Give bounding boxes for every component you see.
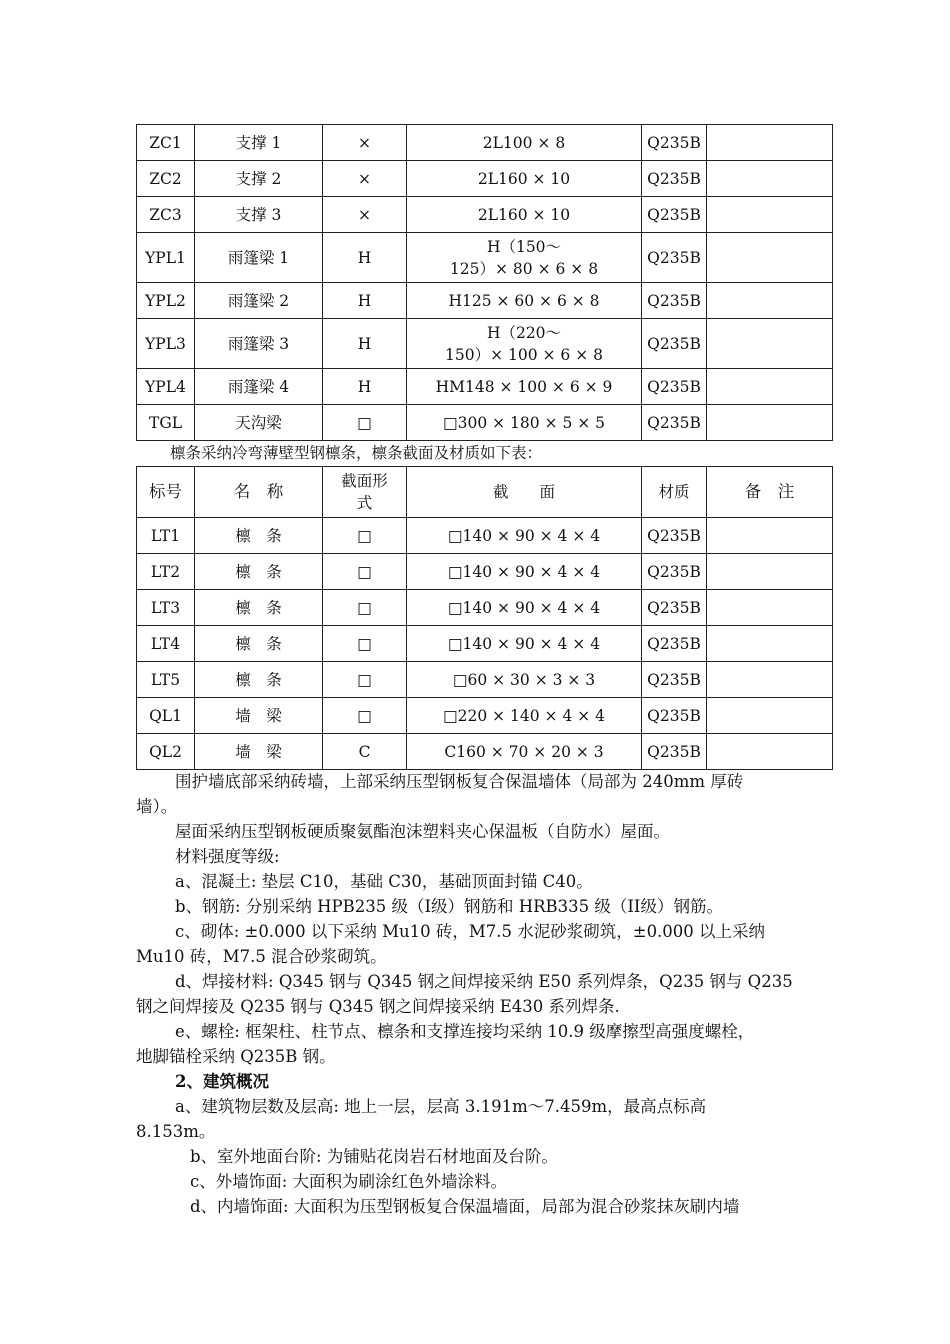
paragraph-welding-line-1: d、焊接材料: Q345 钢与 Q345 钢之间焊接采纳 E50 系列焊条，Q235 钢与 Q235 — [175, 972, 793, 991]
cell-code: QL1 — [137, 698, 195, 734]
cell-material: Q235B — [642, 554, 707, 590]
purlin-intro: 檩条采纳冷弯薄壁型钢檩条，檩条截面及材质如下表： — [170, 444, 543, 462]
cell-section: H125 × 60 × 6 × 8 — [407, 283, 642, 319]
cell-remark — [707, 590, 833, 626]
cell-section: C160 × 70 × 20 × 3 — [407, 734, 642, 770]
header-section: 截 面 — [407, 467, 642, 518]
paragraph-masonry-line-2: Mu10 砖，M7.5 混合砂浆砌筑。 — [136, 947, 387, 966]
cell-section-type: □ — [323, 626, 407, 662]
cell-code: LT2 — [137, 554, 195, 590]
cell-section: □140 × 90 × 4 × 4 — [407, 554, 642, 590]
cell-name: 支撑 2 — [195, 161, 323, 197]
cell-section-type: □ — [323, 662, 407, 698]
cell-material: Q235B — [642, 197, 707, 233]
header-material: 材质 — [642, 467, 707, 518]
cell-name: 天沟梁 — [195, 405, 323, 441]
cell-material: Q235B — [642, 518, 707, 554]
table-row — [137, 125, 833, 161]
table-row — [137, 161, 833, 197]
section-line-2: 125）× 80 × 6 × 8 — [449, 259, 599, 278]
cell-code: TGL — [137, 405, 195, 441]
cell-section-type: H — [323, 233, 407, 283]
cell-remark — [707, 734, 833, 770]
cell-name: 雨篷梁 4 — [195, 369, 323, 405]
cell-remark — [707, 161, 833, 197]
paragraph-interior-finish: d、内墙饰面: 大面积为压型钢板复合保温墙面，局部为混合砂浆抹灰刷内墙 — [190, 1197, 740, 1216]
cell-section: □220 × 140 × 4 × 4 — [407, 698, 642, 734]
table-row — [137, 197, 833, 233]
cell-section-type: □ — [323, 554, 407, 590]
cell-section: □60 × 30 × 3 × 3 — [407, 662, 642, 698]
cell-section: HM148 × 100 × 6 × 9 — [407, 369, 642, 405]
cell-remark — [707, 125, 833, 161]
cell-name: 檩 条 — [195, 626, 323, 662]
cell-section-type: H — [323, 283, 407, 319]
cell-remark — [707, 283, 833, 319]
cell-section-type: □ — [323, 698, 407, 734]
paragraph-wall-line-1: 围护墙底部采纳砖墙，上部采纳压型钢板复合保温墙体（局部为 240mm 厚砖 — [175, 772, 744, 791]
cell-material: Q235B — [642, 319, 707, 369]
cell-remark — [707, 197, 833, 233]
header-remark: 备 注 — [707, 467, 833, 518]
table-row — [137, 698, 833, 734]
table-row — [137, 734, 833, 770]
cell-remark — [707, 319, 833, 369]
purlin-table — [136, 466, 833, 770]
cell-section-type: □ — [323, 405, 407, 441]
paragraph-masonry-line-1: c、砌体: ±0.000 以下采纳 Mu10 砖，M7.5 水泥砂浆砌筑，±0.000 以上采纳 — [175, 922, 766, 941]
cell-material: Q235B — [642, 369, 707, 405]
table-row — [137, 283, 833, 319]
table-row — [137, 369, 833, 405]
cell-code: YPL4 — [137, 369, 195, 405]
table-header-row — [137, 467, 833, 518]
paragraph-steps: b、室外地面台阶: 为铺贴花岗岩石材地面及台阶。 — [190, 1147, 558, 1166]
cell-material: Q235B — [642, 405, 707, 441]
cell-name: 檩 条 — [195, 518, 323, 554]
cell-section-type: □ — [323, 518, 407, 554]
cell-material: Q235B — [642, 233, 707, 283]
section-line-2: 150）× 100 × 6 × 8 — [445, 345, 603, 364]
cell-section: □140 × 90 × 4 × 4 — [407, 626, 642, 662]
cell-material: Q235B — [642, 161, 707, 197]
cell-section-type: H — [323, 369, 407, 405]
cell-code: QL2 — [137, 734, 195, 770]
paragraph-storeys-line-2: 8.153m。 — [136, 1122, 216, 1141]
cell-name: 支撑 3 — [195, 197, 323, 233]
table-row — [137, 554, 833, 590]
cell-material: Q235B — [642, 662, 707, 698]
cell-section-type: □ — [323, 590, 407, 626]
paragraph-welding-line-2: 钢之间焊接及 Q235 钢与 Q345 钢之间焊接采纳 E430 系列焊条. — [136, 997, 620, 1016]
cell-section-type: × — [323, 161, 407, 197]
header-section-type — [323, 467, 407, 518]
cell-section: 2L100 × 8 — [407, 125, 642, 161]
header-code: 标号 — [137, 467, 195, 518]
cell-code: LT3 — [137, 590, 195, 626]
table-row — [137, 626, 833, 662]
member-table — [136, 124, 833, 441]
cell-name: 雨篷梁 3 — [195, 319, 323, 369]
paragraph-storeys-line-1: a、建筑物层数及层高: 地上一层，层高 3.191m～7.459m，最高点标高 — [175, 1097, 707, 1116]
paragraph-rebar: b、钢筋: 分别采纳 HPB235 级（I级）钢筋和 HRB335 级（II级）钢筋。 — [175, 897, 723, 916]
table-row — [137, 662, 833, 698]
table-row — [137, 319, 833, 369]
cell-section: □300 × 180 × 5 × 5 — [407, 405, 642, 441]
section-heading-building-overview: 2、建筑概况 — [175, 1072, 269, 1091]
paragraph-material-heading: 材料强度等级: — [175, 847, 280, 866]
table-row — [137, 590, 833, 626]
cell-code: YPL3 — [137, 319, 195, 369]
cell-code: YPL1 — [137, 233, 195, 283]
cell-section — [407, 319, 642, 369]
cell-material: Q235B — [642, 626, 707, 662]
paragraph-concrete: a、混凝土: 垫层 C10，基础 C30，基础顶面封锚 C40。 — [175, 872, 593, 891]
paragraph-exterior-finish: c、外墙饰面: 大面积为刷涂红色外墙涂料。 — [190, 1172, 508, 1191]
cell-code: LT1 — [137, 518, 195, 554]
cell-section: 2L160 × 10 — [407, 197, 642, 233]
cell-remark — [707, 369, 833, 405]
cell-name: 檩 条 — [195, 662, 323, 698]
cell-remark — [707, 554, 833, 590]
cell-code: YPL2 — [137, 283, 195, 319]
table-row — [137, 233, 833, 283]
paragraph-bolts-line-1: e、螺栓: 框架柱、柱节点、檩条和支撑连接均采纳 10.9 级摩擦型高强度螺栓， — [175, 1022, 755, 1041]
cell-code: LT4 — [137, 626, 195, 662]
table-row — [137, 405, 833, 441]
cell-code: ZC2 — [137, 161, 195, 197]
cell-remark — [707, 233, 833, 283]
cell-material: Q235B — [642, 283, 707, 319]
cell-section-type: C — [323, 734, 407, 770]
header-name: 名 称 — [195, 467, 323, 518]
section-line-1: H（150～ — [486, 237, 562, 256]
cell-material: Q235B — [642, 734, 707, 770]
cell-name: 檩 条 — [195, 590, 323, 626]
cell-name: 墙 梁 — [195, 734, 323, 770]
table-row — [137, 518, 833, 554]
cell-section-type: × — [323, 197, 407, 233]
header-section-type-line-2: 式 — [356, 494, 373, 512]
cell-section-type: × — [323, 125, 407, 161]
header-section-type-line-1: 截面形 — [341, 472, 388, 490]
cell-section: □140 × 90 × 4 × 4 — [407, 518, 642, 554]
cell-code: ZC1 — [137, 125, 195, 161]
cell-remark — [707, 662, 833, 698]
cell-name: 支撑 1 — [195, 125, 323, 161]
cell-remark — [707, 405, 833, 441]
cell-material: Q235B — [642, 698, 707, 734]
cell-name: 雨篷梁 1 — [195, 233, 323, 283]
cell-name: 墙 梁 — [195, 698, 323, 734]
paragraph-roof: 屋面采纳压型钢板硬质聚氨酯泡沫塑料夹心保温板（自防水）屋面。 — [175, 822, 670, 841]
paragraph-bolts-line-2: 地脚锚栓采纳 Q235B 钢。 — [136, 1047, 336, 1066]
cell-section: □140 × 90 × 4 × 4 — [407, 590, 642, 626]
section-line-1: H（220～ — [486, 323, 562, 342]
cell-code: ZC3 — [137, 197, 195, 233]
cell-remark — [707, 518, 833, 554]
cell-remark — [707, 626, 833, 662]
cell-section — [407, 233, 642, 283]
cell-name: 雨篷梁 2 — [195, 283, 323, 319]
cell-code: LT5 — [137, 662, 195, 698]
cell-material: Q235B — [642, 590, 707, 626]
cell-section: 2L160 × 10 — [407, 161, 642, 197]
cell-material: Q235B — [642, 125, 707, 161]
cell-name: 檩 条 — [195, 554, 323, 590]
paragraph-wall-line-2: 墙）。 — [136, 797, 178, 816]
cell-remark — [707, 698, 833, 734]
cell-section-type: H — [323, 319, 407, 369]
